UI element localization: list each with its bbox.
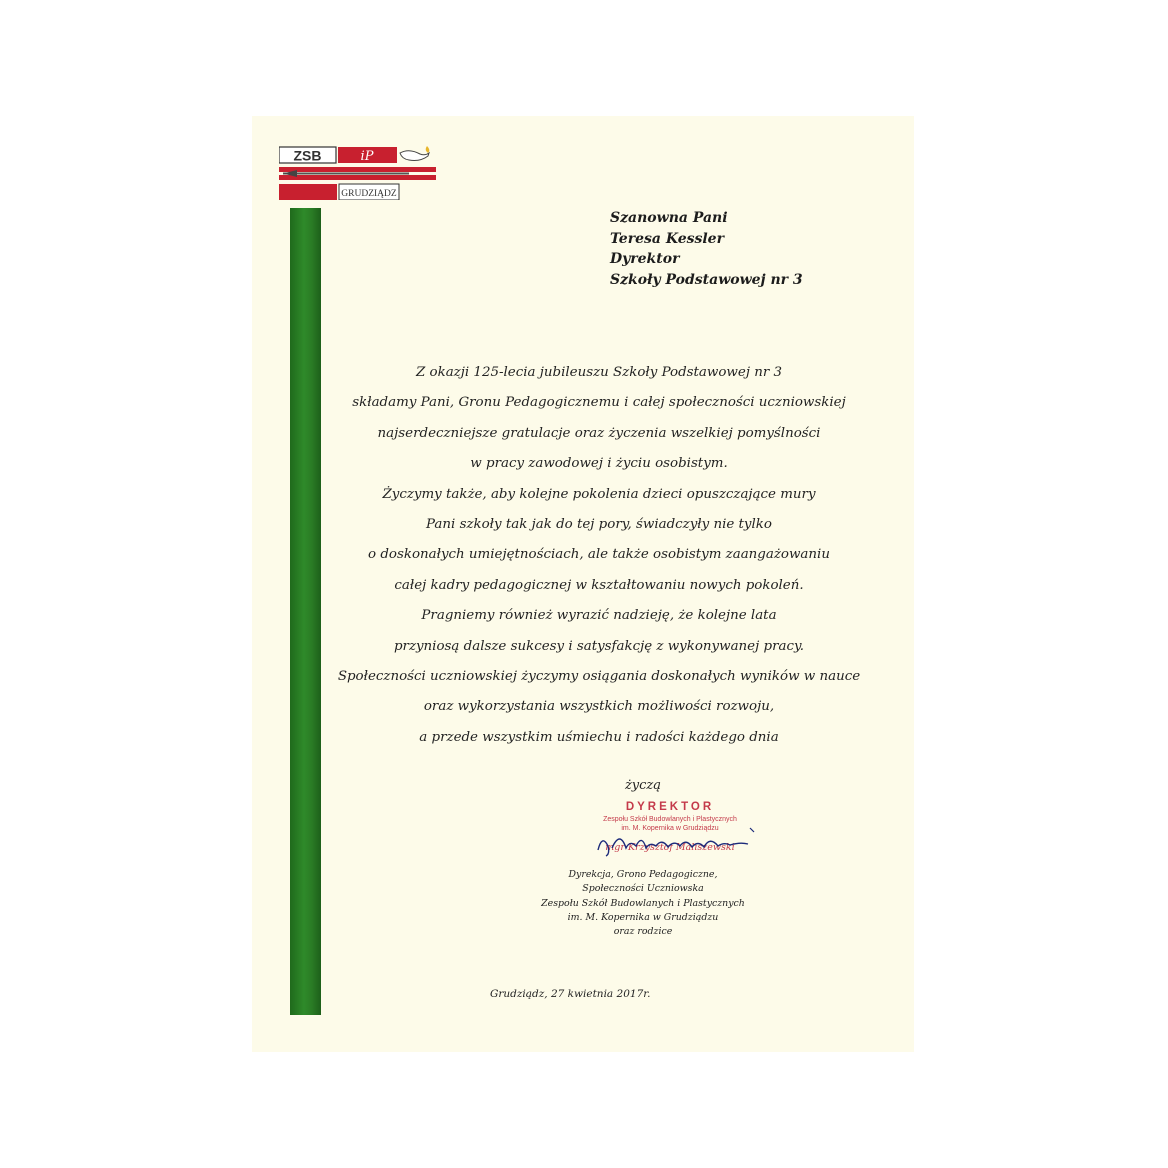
body-line: Pani szkoły tak jak do tej pory, świadczyły nie tylko bbox=[426, 516, 772, 532]
addressee-line: Dyrektor bbox=[610, 251, 680, 267]
letter-body bbox=[330, 358, 868, 753]
body-line: całej kadry pedagogicznej w kształtowaniu nowych pokoleń. bbox=[394, 577, 804, 593]
body-line: przyniosą dalsze sukcesy i satysfakcję z wykonywanej pracy. bbox=[393, 638, 805, 654]
body-line: Społeczności uczniowskiej życzymy osiągania doskonałych wyników w nauce bbox=[337, 668, 861, 684]
addressee-line: Szkoły Podstawowej nr 3 bbox=[610, 271, 803, 288]
body-line: Życzymy także, aby kolejne pokolenia dzieci opuszczające mury bbox=[382, 486, 816, 502]
signatories bbox=[528, 868, 758, 939]
stamp-line: im. M. Kopernika w Grudziądzu bbox=[621, 825, 719, 832]
body-line: Z okazji 125-lecia jubileuszu Szkoły Podstawowej nr 3 bbox=[415, 365, 783, 380]
signer-line: Zespołu Szkół Budowlanych i Plastycznych bbox=[541, 897, 745, 909]
handwritten-signature bbox=[590, 820, 760, 862]
school-logo bbox=[279, 146, 439, 200]
body-line: o doskonałych umiejętnościach, ale także osobistym zaangażowaniu bbox=[368, 547, 830, 563]
signer-line: Społeczności Uczniowska bbox=[582, 883, 704, 895]
stamp-line: Zespołu Szkół Budowlanych i Plastycznych bbox=[603, 816, 737, 823]
body-line: Pragniemy również wyrazić nadzieję, że kolejne lata bbox=[421, 608, 777, 624]
green-ribbon bbox=[290, 208, 321, 1015]
addressee-block bbox=[610, 208, 803, 290]
logo-ip-text: iP bbox=[360, 149, 374, 164]
signer-line: oraz rodzice bbox=[613, 926, 673, 938]
body-line: składamy Pani, Gronu Pedagogicznemu i całej społeczności uczniowskiej bbox=[352, 395, 846, 411]
body-line: w pracy zawodowej i życiu osobistym. bbox=[470, 456, 728, 472]
logo-zsb-text: ZSB bbox=[293, 147, 322, 164]
stamp-title: DYREKTOR bbox=[625, 801, 715, 813]
body-line: a przede wszystkim uśmiechu i radości każdego dnia bbox=[419, 729, 779, 745]
addressee-line: Teresa Kessler bbox=[610, 230, 724, 247]
body-line: oraz wykorzystania wszystkich możliwości rozwoju, bbox=[423, 699, 775, 715]
body-line: najserdeczniejsze gratulacje oraz życzenia wszelkiej pomyślności bbox=[377, 425, 821, 441]
place-and-date: Grudziądz, 27 kwietnia 2017r. bbox=[490, 988, 651, 1000]
closing-wish: życzą bbox=[624, 778, 662, 793]
addressee-line: Szanowna Pani bbox=[610, 210, 728, 226]
signer-line: im. M. Kopernika w Grudziądzu bbox=[567, 911, 719, 923]
logo-city-text: GRUDZIĄDZ bbox=[341, 189, 397, 199]
signer-line: Dyrekcja, Grono Pedagogiczne, bbox=[568, 869, 718, 880]
stamp-name: mgr Krzysztof Maliszewski bbox=[605, 842, 735, 853]
